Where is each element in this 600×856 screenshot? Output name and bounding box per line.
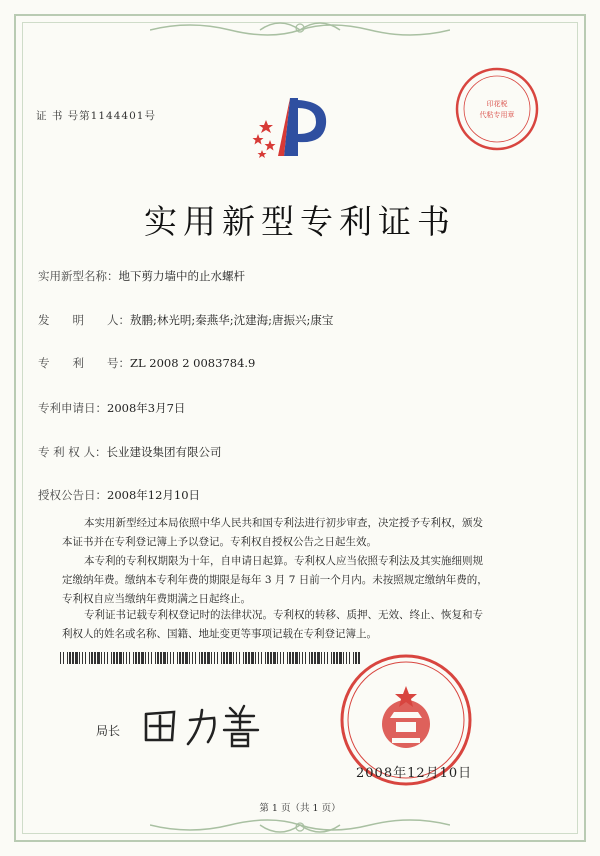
barcode-icon <box>60 652 360 664</box>
bottom-ornament-icon <box>150 815 450 837</box>
issue-date: 2008年12月10日 <box>356 766 473 781</box>
patent-number-row <box>38 355 255 371</box>
top-ornament-icon <box>150 18 450 40</box>
director-signature <box>138 700 278 750</box>
announcement-date-label: 授权公告日： <box>38 488 107 502</box>
announcement-date-value: 2008年12月10日 <box>107 488 201 502</box>
inventor-row <box>38 312 333 328</box>
announcement-date-row <box>38 487 200 503</box>
inventor-value: 敖鹏;林光明;秦燕华;沈建海;唐振兴;康宝 <box>130 313 334 327</box>
patent-office-logo-icon <box>240 90 330 170</box>
patent-number-label: 专 利 号： <box>38 356 130 370</box>
application-date-label: 专利申请日： <box>38 401 107 415</box>
certificate-number: 证 书 号第1144401号 <box>36 110 156 122</box>
paragraph-term <box>62 552 532 609</box>
tax-stamp-seal <box>452 64 542 154</box>
patentee-row <box>38 444 221 460</box>
application-date-value: 2008年3月7日 <box>107 401 186 415</box>
paragraph-line: 本专利的专利权期限为十年，自申请日起算。专利权人应当依照专利法及其实施细则规 <box>84 555 483 567</box>
paragraph-line: 本实用新型经过本局依照中华人民共和国专利法进行初步审查，决定授予专利权，颁发 <box>84 517 483 529</box>
utility-model-name-row <box>38 268 245 284</box>
paragraph-grant <box>62 514 532 552</box>
utility-model-name-value: 地下剪力墙中的止水螺杆 <box>118 269 245 283</box>
paragraph-line: 本证书并在专利登记簿上予以登记。专利权自授权公告之日起生效。 <box>62 536 377 548</box>
paragraph-legal-status <box>62 606 532 644</box>
paragraph-line: 专利权自应当缴纳年费期满之日起终止。 <box>62 593 251 605</box>
certificate-title: 实用新型专利证书 <box>144 202 456 241</box>
patent-number-value: ZL 2008 2 0083784.9 <box>130 356 256 370</box>
paragraph-line: 利权人的姓名或名称、国籍、地址变更等事项记载在专利登记簿上。 <box>62 628 377 640</box>
paragraph-line: 专利证书记载专利权登记时的法律状况。专利权的转移、质押、无效、终止、恢复和专 <box>84 609 483 621</box>
utility-model-name-label: 实用新型名称： <box>38 269 119 283</box>
svg-text:印花税: 印花税 <box>486 100 508 108</box>
svg-text:代粘专用章: 代粘专用章 <box>479 111 515 119</box>
director-label: 局长 <box>96 724 121 738</box>
page-number: 第 1 页（共 1 页） <box>259 803 341 814</box>
inventor-label: 发 明 人： <box>38 313 130 327</box>
patentee-value: 长业建设集团有限公司 <box>106 445 222 459</box>
paragraph-line: 定缴纳年费。缴纳本专利年费的期限是每年 3 月 7 日前一个月内。未按照规定缴纳年费的， <box>62 574 488 586</box>
patentee-label: 专 利 权 人： <box>38 445 107 459</box>
application-date-row <box>38 400 185 416</box>
